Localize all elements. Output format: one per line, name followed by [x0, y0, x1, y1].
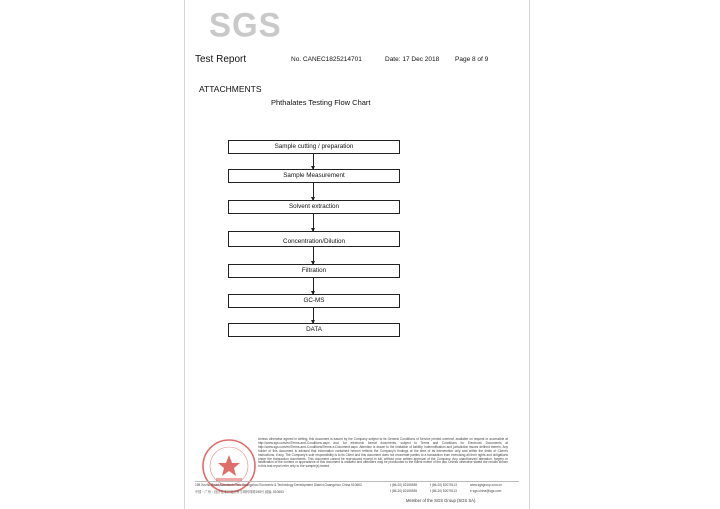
flow-step-4: Concentration/Dilution — [228, 231, 400, 247]
flow-step-3: Solvent extraction — [228, 200, 400, 214]
phone-english: t (86-20) 82155555 — [390, 483, 418, 487]
flow-arrow — [313, 214, 314, 231]
flow-step-6: GC-MS — [228, 294, 400, 308]
flow-step-2: Sample Measurement — [228, 169, 400, 183]
report-title: Test Report — [195, 54, 247, 65]
document-page — [184, 0, 530, 509]
sgs-logo: SGS — [209, 5, 282, 44]
address-chinese: 中国・广州・经济技术开发区科学城科珠路198号 邮编: 510663 — [195, 490, 284, 494]
page-number: Page 8 of 9 — [455, 56, 489, 63]
flow-step-7: DATA — [228, 323, 400, 337]
flow-step-5: Filtration — [228, 264, 400, 278]
member-note: Member of the SGS Group (SGS SA) — [406, 498, 476, 503]
report-date: Date: 17 Dec 2018 — [385, 56, 440, 63]
flow-arrow — [313, 183, 314, 200]
fax-english: f (86-20) 82075113 — [430, 483, 457, 487]
footer-divider — [195, 481, 519, 482]
legal-disclaimer: Unless otherwise agreed in writing, this document is issued by the Company subject to its General Conditions of Service printed overleaf, available on request or accessible at http://www.sgs.com/en/Terms-and-Conditions.aspx and, for electronic format documents, subject to Terms and Conditions for Electronic Documents at http://www.sgs.com/en/Terms-and-Conditions/Terms-e-Document.aspx. Attention is drawn to the limitation of liability, indemnification and jurisdiction issues defined therein. Any holder of this document is advised that information contained hereon reflects the Company's findings at the time of its intervention only and within the limits of Client's instructions, if any. The Company's sole responsibility is to its Client and this document does not exonerate parties to a transaction from exercising all their rights and obligations under the transaction documents. This document cannot be reproduced except in full, without prior written approval of the Company. Any unauthorized alteration, forgery or falsification of the content or appearance of this document is unlawful and offenders may be prosecuted to the fullest extent of the law. Unless otherwise stated the results shown in this test report refer only to the sample(s) tested. — [258, 437, 508, 469]
flow-arrow — [313, 308, 314, 323]
attachments-heading: ATTACHMENTS — [199, 84, 262, 94]
phone-chinese: t (86-20) 82155555 — [390, 489, 418, 493]
website-link[interactable]: www.sgsgroup.com.cn — [470, 483, 502, 487]
flow-arrow — [313, 154, 314, 169]
email-link[interactable]: e sgs.china@sgs.com — [470, 489, 502, 493]
fax-chinese: f (86-20) 82075113 — [430, 489, 457, 493]
flow-step-1: Sample cutting / preparation — [228, 140, 400, 154]
address-english: 198 Kezhu Road,Scientech Park Guangzhou Economic & Technology Development District,Guangzhou,China 510663 — [195, 483, 362, 487]
flow-arrow — [313, 278, 314, 294]
flow-arrow — [313, 247, 314, 264]
report-number: No. CANEC1825214701 — [291, 56, 362, 63]
flow-chart-title: Phthalates Testing Flow Chart — [271, 98, 371, 107]
